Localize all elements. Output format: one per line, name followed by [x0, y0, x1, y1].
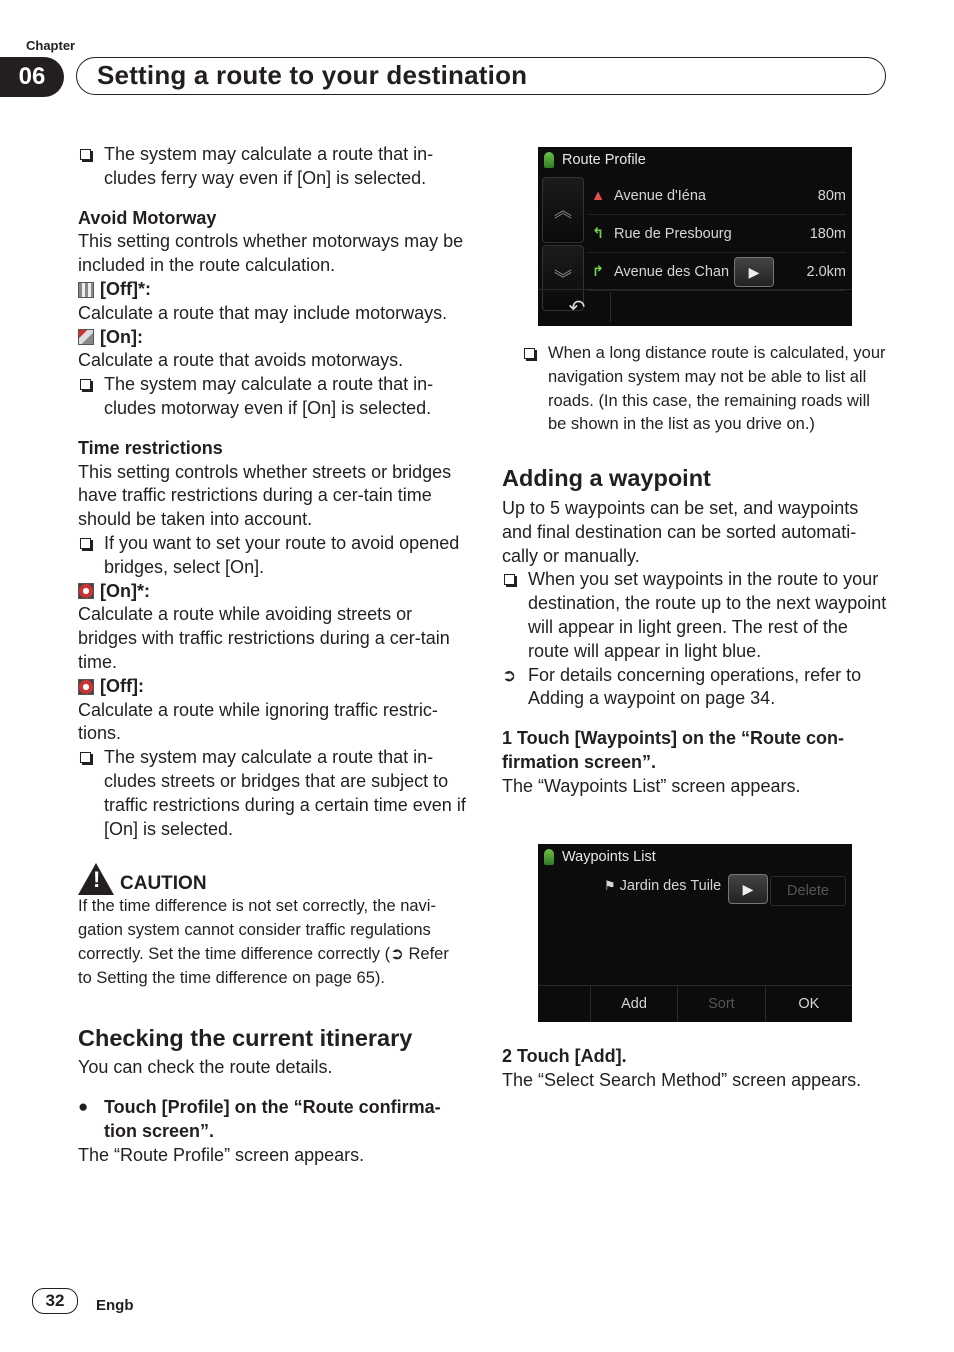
waypoints-list-screen: [538, 844, 852, 1022]
screen-title: Waypoints List: [544, 849, 656, 865]
button-bar: [538, 985, 852, 1022]
turn-right-icon: ↱: [591, 263, 605, 280]
step2-block: [502, 1045, 890, 1093]
route-row[interactable]: ▲ Avenue d'Iéna 80m: [588, 177, 846, 215]
time-restrictions-desc: This setting controls whether streets or bridges have traffic restrictions during a cer-tain time should be taken into account.: [78, 461, 452, 530]
flag-icon: ⚑: [604, 878, 616, 893]
back-icon[interactable]: ↶: [544, 292, 611, 322]
time-restrictions-heading: Time restrictions: [78, 437, 223, 458]
motorway-avoided-icon: [78, 329, 94, 345]
route-row[interactable]: ↱ Avenue des Chan ▶ 2.0km: [588, 253, 846, 291]
bottom-bar: [538, 289, 852, 326]
page-number: 32: [32, 1288, 78, 1314]
waypoint-entry[interactable]: ⚑ Jardin des Tuile: [604, 878, 722, 894]
reference-arrow-icon: ➲: [502, 665, 517, 685]
itinerary-result: The “Route Profile” screen appears.: [78, 1144, 365, 1165]
screen-title: Route Profile: [544, 152, 646, 168]
chapter-number: 06: [0, 57, 64, 97]
waypoint-heading: Adding a waypoint: [502, 465, 711, 492]
route-row[interactable]: ↰ Rue de Presbourg 180m: [588, 215, 846, 253]
caution-title: ! CAUTION: [78, 863, 466, 895]
motorway-on-desc: Calculate a route that avoids motorways.: [78, 350, 404, 371]
itinerary-desc: You can check the route details.: [78, 1057, 333, 1078]
waypoint-step2-result: The “Select Search Method” screen appears.: [502, 1069, 862, 1090]
waypoint-step2: 2 Touch [Add].: [502, 1046, 627, 1066]
note-ferry: The system may calculate a route that in-cludes ferry way even if [On] is selected.: [78, 143, 466, 191]
motorway-allowed-icon: [78, 282, 94, 298]
avoid-motorway-heading: Avoid Motorway: [78, 207, 217, 228]
time-on-option: [On]*:: [78, 580, 466, 604]
right-column: [502, 342, 890, 799]
scroll-down-button[interactable]: ︾: [542, 245, 584, 311]
delete-button[interactable]: Delete: [770, 876, 846, 906]
waypoint-ref: ➲ For details concerning operations, refer to Adding a waypoint on page 34.: [502, 664, 862, 709]
restriction-icon: [78, 583, 94, 599]
nav-pin-icon: [544, 849, 554, 865]
note-bridges: If you want to set your route to avoid opened bridges, select [On].: [78, 532, 466, 580]
note-time: The system may calculate a route that in-cludes streets or bridges that are subject to traffic restrictions during a certain time even if [On] is selected.: [78, 746, 466, 841]
ok-button[interactable]: OK: [765, 986, 852, 1022]
motorway-off-option: [Off]*:: [78, 278, 466, 302]
restriction-off-icon: [78, 679, 94, 695]
nav-pin-icon: [544, 152, 554, 168]
left-column: [78, 143, 466, 1167]
avoid-motorway-desc: This setting controls whether motorways may be included in the route calculation.: [78, 231, 464, 276]
play-button[interactable]: ▶: [728, 874, 768, 904]
motorway-on-option: [On]:: [78, 326, 466, 350]
sort-button[interactable]: Sort: [677, 986, 764, 1022]
note-motorway: The system may calculate a route that in-cludes motorway even if [On] is selected.: [78, 373, 466, 421]
itinerary-heading: Checking the current itinerary: [78, 1024, 413, 1051]
waypoint-desc: Up to 5 waypoints can be set, and waypoints and final destination can be sorted automati-cally or manually.: [502, 497, 859, 566]
route-profile-screen: [538, 147, 852, 326]
add-button[interactable]: Add: [590, 986, 677, 1022]
waypoint-step1: 1 Touch [Waypoints] on the “Route con-firmation screen”.: [502, 728, 844, 772]
chapter-title: Setting a route to your destination: [97, 60, 528, 90]
chapter-title-box: [76, 57, 886, 95]
note-long-route: When a long distance route is calculated, your navigation system may not be able to list all roads. (In this case, the remaining roads will be shown in the list as you drive on.): [522, 342, 890, 437]
chapter-label: Chapter: [26, 38, 76, 53]
waypoint-step1-result: The “Waypoints List” screen appears.: [502, 775, 801, 796]
arrow-up-icon: ▲: [590, 187, 606, 204]
itinerary-step: ● Touch [Profile] on the “Route confirma-tion screen”.: [78, 1097, 441, 1141]
route-list: [588, 177, 846, 291]
time-off-desc: Calculate a route while ignoring traffic restric-tions.: [78, 699, 438, 744]
caution-text: If the time difference is not set correctly, the navi-gation system cannot consider traffic regulations correctly. Set the time difference correctly (➲ Refer to Setting the time difference on page 65).: [78, 897, 449, 987]
play-button[interactable]: ▶: [734, 257, 774, 287]
motorway-off-desc: Calculate a route that may include motorways.: [78, 302, 448, 323]
scroll-up-button[interactable]: ︽: [542, 177, 584, 243]
turn-left-icon: ↰: [591, 225, 605, 242]
language-code: Engb: [96, 1297, 134, 1314]
time-off-option: [Off]:: [78, 675, 466, 699]
note-waypoint: When you set waypoints in the route to your destination, the route up to the next waypoint will appear in light green. The rest of the route will appear in light blue.: [502, 568, 890, 663]
warning-icon: !: [78, 863, 114, 895]
time-on-desc: Calculate a route while avoiding streets or bridges with traffic restrictions during a cer-tain time.: [78, 604, 450, 672]
